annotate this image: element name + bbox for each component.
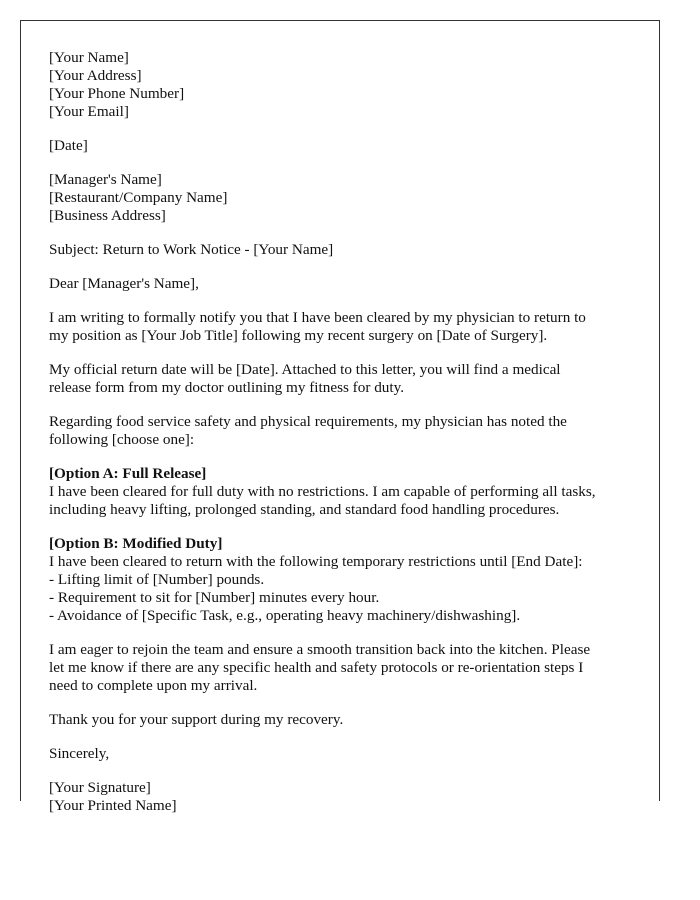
recipient-manager: [Manager's Name]	[49, 171, 162, 188]
option-b-intro: I have been cleared to return with the following temporary restrictions until [End Date]:	[49, 553, 583, 570]
letter-body	[49, 49, 639, 831]
sender-block	[49, 49, 639, 121]
restriction-item: - Lifting limit of [Number] pounds.	[49, 571, 265, 588]
salutation-block	[49, 275, 639, 293]
paragraph-line: let me know if there are any specific health and safety protocols or re-orientation steps I	[49, 659, 584, 676]
paragraph-line: my position as [Your Job Title] following my recent surgery on [Date of Surgery].	[49, 327, 548, 344]
date-block	[49, 137, 639, 155]
option-b-section	[49, 535, 639, 625]
restriction-item: - Requirement to sit for [Number] minutes every hour.	[49, 589, 380, 606]
paragraph-return-date	[49, 361, 639, 397]
thanks-line: Thank you for your support during my recovery.	[49, 711, 344, 728]
paragraph-closing	[49, 641, 639, 695]
recipient-block	[49, 171, 639, 225]
sender-phone: [Your Phone Number]	[49, 85, 185, 102]
recipient-company: [Restaurant/Company Name]	[49, 189, 228, 206]
sender-email: [Your Email]	[49, 103, 129, 120]
signature: [Your Signature]	[49, 779, 151, 796]
paragraph-line: I am eager to rejoin the team and ensure a smooth transition back into the kitchen. Please	[49, 641, 591, 658]
paragraph-clearance	[49, 309, 639, 345]
paragraph-line: need to complete upon my arrival.	[49, 677, 258, 694]
letter-page	[20, 20, 660, 814]
paragraph-line: I have been cleared for full duty with no restrictions. I am capable of performing all tasks,	[49, 483, 596, 500]
paragraph-line: release form from my doctor outlining my fitness for duty.	[49, 379, 404, 396]
option-b-heading: [Option B: Modified Duty]	[49, 535, 223, 552]
paragraph-line: Regarding food service safety and physical requirements, my physician has noted the	[49, 413, 567, 430]
salutation: Dear [Manager's Name],	[49, 275, 199, 292]
paragraph-requirements	[49, 413, 639, 449]
subject-block	[49, 241, 639, 259]
signoff-block	[49, 745, 639, 763]
thanks-block	[49, 711, 639, 729]
sender-name: [Your Name]	[49, 49, 129, 66]
sender-address: [Your Address]	[49, 67, 142, 84]
paragraph-line: My official return date will be [Date]. Attached to this letter, you will find a medical	[49, 361, 561, 378]
restriction-item: - Avoidance of [Specific Task, e.g., operating heavy machinery/dishwashing].	[49, 607, 521, 624]
recipient-address: [Business Address]	[49, 207, 166, 224]
option-a-section	[49, 465, 639, 519]
signature-block	[49, 779, 639, 815]
subject-line: Subject: Return to Work Notice - [Your Name]	[49, 241, 334, 258]
paragraph-line: following [choose one]:	[49, 431, 195, 448]
letter-date: [Date]	[49, 137, 88, 154]
printed-name: [Your Printed Name]	[49, 797, 177, 814]
paragraph-line: including heavy lifting, prolonged standing, and standard food handling procedures.	[49, 501, 560, 518]
paragraph-line: I am writing to formally notify you that I have been cleared by my physician to return to	[49, 309, 586, 326]
signoff: Sincerely,	[49, 745, 110, 762]
option-a-heading: [Option A: Full Release]	[49, 465, 207, 482]
